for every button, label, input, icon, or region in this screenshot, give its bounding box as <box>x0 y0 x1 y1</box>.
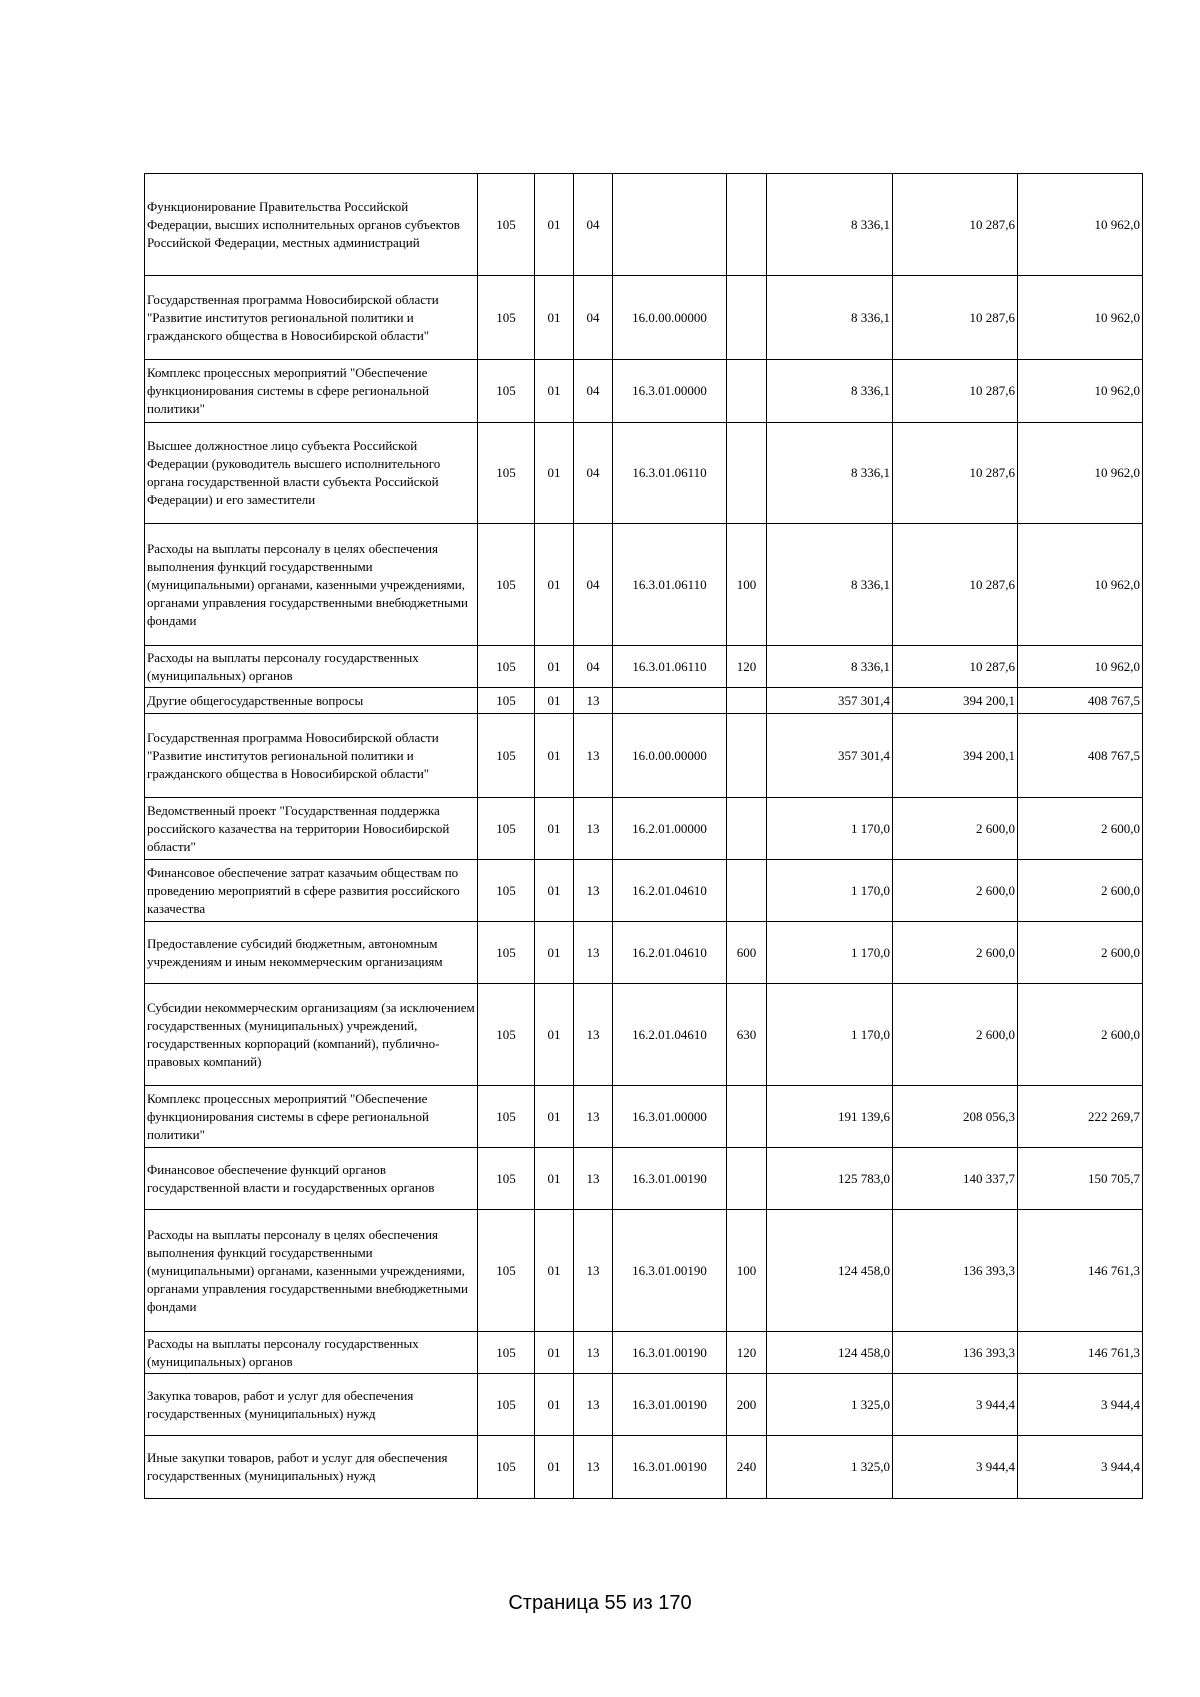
subsection-code: 13 <box>574 1332 613 1374</box>
ved-code: 105 <box>478 922 535 984</box>
amount-year-2: 2 600,0 <box>893 922 1018 984</box>
table-row <box>145 524 1143 646</box>
amount-year-3: 2 600,0 <box>1018 922 1143 984</box>
subsection-code: 13 <box>574 984 613 1086</box>
amount-year-2: 394 200,1 <box>893 688 1018 714</box>
table-row <box>145 1210 1143 1332</box>
ved-code: 105 <box>478 984 535 1086</box>
row-name: Субсидии некоммерческим организациям (за исключением государственных (муниципальных) учреждений, государственных корпораций (компаний), публично-правовых компаний) <box>145 984 478 1086</box>
amount-year-3: 10 962,0 <box>1018 524 1143 646</box>
table-row <box>145 360 1143 423</box>
expense-type-code <box>727 174 767 276</box>
target-article-code: 16.3.01.00190 <box>613 1148 727 1210</box>
section-code: 01 <box>535 798 574 860</box>
expense-type-code: 200 <box>727 1374 767 1436</box>
amount-year-3: 3 944,4 <box>1018 1374 1143 1436</box>
ved-code: 105 <box>478 860 535 922</box>
subsection-code: 13 <box>574 1210 613 1332</box>
ved-code: 105 <box>478 1148 535 1210</box>
subsection-code: 13 <box>574 1374 613 1436</box>
section-code: 01 <box>535 174 574 276</box>
amount-year-3: 10 962,0 <box>1018 174 1143 276</box>
table-body <box>145 174 1143 1499</box>
row-name: Комплекс процессных мероприятий "Обеспечение функционирования системы в сфере региональной политики" <box>145 1086 478 1148</box>
subsection-code: 04 <box>574 360 613 423</box>
section-code: 01 <box>535 646 574 688</box>
amount-year-2: 10 287,6 <box>893 423 1018 524</box>
subsection-code: 04 <box>574 524 613 646</box>
amount-year-3: 408 767,5 <box>1018 714 1143 798</box>
subsection-code: 13 <box>574 860 613 922</box>
expense-type-code <box>727 714 767 798</box>
amount-year-2: 136 393,3 <box>893 1210 1018 1332</box>
amount-year-1: 8 336,1 <box>767 276 893 360</box>
target-article-code: 16.3.01.00000 <box>613 1086 727 1148</box>
amount-year-1: 124 458,0 <box>767 1210 893 1332</box>
amount-year-1: 8 336,1 <box>767 646 893 688</box>
amount-year-2: 136 393,3 <box>893 1332 1018 1374</box>
target-article-code: 16.2.01.04610 <box>613 860 727 922</box>
row-name: Предоставление субсидий бюджетным, автономным учреждениям и иным некоммерческим организациям <box>145 922 478 984</box>
section-code: 01 <box>535 860 574 922</box>
amount-year-2: 140 337,7 <box>893 1148 1018 1210</box>
amount-year-1: 124 458,0 <box>767 1332 893 1374</box>
table-row <box>145 714 1143 798</box>
row-name: Иные закупки товаров, работ и услуг для обеспечения государственных (муниципальных) нужд <box>145 1436 478 1499</box>
ved-code: 105 <box>478 1374 535 1436</box>
amount-year-2: 208 056,3 <box>893 1086 1018 1148</box>
target-article-code: 16.3.01.00190 <box>613 1436 727 1499</box>
target-article-code: 16.3.01.06110 <box>613 524 727 646</box>
row-name: Финансовое обеспечение функций органов государственной власти и государственных органов <box>145 1148 478 1210</box>
amount-year-3: 2 600,0 <box>1018 860 1143 922</box>
ved-code: 105 <box>478 1210 535 1332</box>
subsection-code: 13 <box>574 688 613 714</box>
ved-code: 105 <box>478 646 535 688</box>
amount-year-3: 10 962,0 <box>1018 423 1143 524</box>
amount-year-1: 1 170,0 <box>767 798 893 860</box>
amount-year-1: 1 170,0 <box>767 922 893 984</box>
target-article-code: 16.0.00.00000 <box>613 276 727 360</box>
target-article-code: 16.2.01.04610 <box>613 922 727 984</box>
table-row <box>145 174 1143 276</box>
amount-year-3: 2 600,0 <box>1018 798 1143 860</box>
amount-year-3: 146 761,3 <box>1018 1332 1143 1374</box>
expense-type-code: 120 <box>727 1332 767 1374</box>
row-name: Ведомственный проект "Государственная поддержка российского казачества на территории Новосибирской области" <box>145 798 478 860</box>
target-article-code: 16.3.01.00000 <box>613 360 727 423</box>
amount-year-3: 3 944,4 <box>1018 1436 1143 1499</box>
budget-table <box>144 173 1143 1499</box>
table-row <box>145 922 1143 984</box>
expense-type-code: 600 <box>727 922 767 984</box>
table-row <box>145 688 1143 714</box>
target-article-code: 16.3.01.00190 <box>613 1332 727 1374</box>
target-article-code: 16.0.00.00000 <box>613 714 727 798</box>
table-row <box>145 646 1143 688</box>
section-code: 01 <box>535 276 574 360</box>
section-code: 01 <box>535 714 574 798</box>
ved-code: 105 <box>478 524 535 646</box>
amount-year-2: 10 287,6 <box>893 524 1018 646</box>
subsection-code: 13 <box>574 1436 613 1499</box>
amount-year-2: 2 600,0 <box>893 860 1018 922</box>
section-code: 01 <box>535 1148 574 1210</box>
amount-year-1: 8 336,1 <box>767 174 893 276</box>
amount-year-2: 2 600,0 <box>893 984 1018 1086</box>
target-article-code: 16.3.01.06110 <box>613 423 727 524</box>
ved-code: 105 <box>478 423 535 524</box>
row-name: Расходы на выплаты персоналу государственных (муниципальных) органов <box>145 646 478 688</box>
amount-year-1: 8 336,1 <box>767 524 893 646</box>
ved-code: 105 <box>478 798 535 860</box>
table-row <box>145 1436 1143 1499</box>
row-name: Расходы на выплаты персоналу в целях обеспечения выполнения функций государственными (муниципальными) органами, казенными учреждениями, органами управления государственными внебюджетными фондами <box>145 524 478 646</box>
amount-year-2: 3 944,4 <box>893 1374 1018 1436</box>
table-row <box>145 984 1143 1086</box>
section-code: 01 <box>535 1210 574 1332</box>
section-code: 01 <box>535 360 574 423</box>
target-article-code: 16.3.01.00190 <box>613 1374 727 1436</box>
subsection-code: 13 <box>574 1148 613 1210</box>
section-code: 01 <box>535 1086 574 1148</box>
expense-type-code: 100 <box>727 1210 767 1332</box>
amount-year-3: 150 705,7 <box>1018 1148 1143 1210</box>
row-name: Государственная программа Новосибирской области "Развитие институтов региональной политики и гражданского общества в Новосибирской области" <box>145 276 478 360</box>
subsection-code: 13 <box>574 714 613 798</box>
ved-code: 105 <box>478 688 535 714</box>
ved-code: 105 <box>478 1086 535 1148</box>
target-article-code: 16.2.01.00000 <box>613 798 727 860</box>
row-name: Функционирование Правительства Российской Федерации, высших исполнительных органов субъектов Российской Федерации, местных администраций <box>145 174 478 276</box>
expense-type-code <box>727 276 767 360</box>
subsection-code: 13 <box>574 922 613 984</box>
section-code: 01 <box>535 423 574 524</box>
target-article-code: 16.3.01.00190 <box>613 1210 727 1332</box>
amount-year-2: 10 287,6 <box>893 646 1018 688</box>
amount-year-1: 1 325,0 <box>767 1374 893 1436</box>
amount-year-1: 357 301,4 <box>767 688 893 714</box>
row-name: Государственная программа Новосибирской области "Развитие институтов региональной политики и гражданского общества в Новосибирской области" <box>145 714 478 798</box>
amount-year-1: 125 783,0 <box>767 1148 893 1210</box>
section-code: 01 <box>535 688 574 714</box>
amount-year-2: 10 287,6 <box>893 360 1018 423</box>
section-code: 01 <box>535 1332 574 1374</box>
amount-year-3: 10 962,0 <box>1018 360 1143 423</box>
amount-year-3: 10 962,0 <box>1018 276 1143 360</box>
subsection-code: 04 <box>574 646 613 688</box>
amount-year-1: 191 139,6 <box>767 1086 893 1148</box>
expense-type-code <box>727 1086 767 1148</box>
target-article-code: 16.2.01.04610 <box>613 984 727 1086</box>
ved-code: 105 <box>478 174 535 276</box>
amount-year-1: 1 325,0 <box>767 1436 893 1499</box>
amount-year-1: 357 301,4 <box>767 714 893 798</box>
target-article-code: 16.3.01.06110 <box>613 646 727 688</box>
amount-year-3: 408 767,5 <box>1018 688 1143 714</box>
expense-type-code <box>727 688 767 714</box>
table-row <box>145 798 1143 860</box>
table-row <box>145 1332 1143 1374</box>
row-name: Другие общегосударственные вопросы <box>145 688 478 714</box>
amount-year-2: 394 200,1 <box>893 714 1018 798</box>
amount-year-3: 2 600,0 <box>1018 984 1143 1086</box>
table-row <box>145 423 1143 524</box>
row-name: Финансовое обеспечение затрат казачьим обществам по проведению мероприятий в сфере развития российского казачества <box>145 860 478 922</box>
ved-code: 105 <box>478 276 535 360</box>
amount-year-2: 2 600,0 <box>893 798 1018 860</box>
amount-year-1: 1 170,0 <box>767 860 893 922</box>
expense-type-code: 100 <box>727 524 767 646</box>
page-number: Страница 55 из 170 <box>508 1592 692 1614</box>
table-row <box>145 276 1143 360</box>
target-article-code <box>613 688 727 714</box>
expense-type-code: 630 <box>727 984 767 1086</box>
amount-year-2: 3 944,4 <box>893 1436 1018 1499</box>
amount-year-1: 1 170,0 <box>767 984 893 1086</box>
expense-type-code: 120 <box>727 646 767 688</box>
expense-type-code <box>727 1148 767 1210</box>
row-name: Расходы на выплаты персоналу государственных (муниципальных) органов <box>145 1332 478 1374</box>
subsection-code: 04 <box>574 174 613 276</box>
ved-code: 105 <box>478 1436 535 1499</box>
amount-year-3: 146 761,3 <box>1018 1210 1143 1332</box>
section-code: 01 <box>535 524 574 646</box>
row-name: Комплекс процессных мероприятий "Обеспечение функционирования системы в сфере региональной политики" <box>145 360 478 423</box>
amount-year-3: 10 962,0 <box>1018 646 1143 688</box>
table-row <box>145 1374 1143 1436</box>
section-code: 01 <box>535 1374 574 1436</box>
expense-type-code <box>727 423 767 524</box>
expense-type-code: 240 <box>727 1436 767 1499</box>
ved-code: 105 <box>478 360 535 423</box>
subsection-code: 13 <box>574 798 613 860</box>
ved-code: 105 <box>478 1332 535 1374</box>
table-row <box>145 860 1143 922</box>
amount-year-3: 222 269,7 <box>1018 1086 1143 1148</box>
row-name: Расходы на выплаты персоналу в целях обеспечения выполнения функций государственными (муниципальными) органами, казенными учреждениями, органами управления государственными внебюджетными фондами <box>145 1210 478 1332</box>
amount-year-2: 10 287,6 <box>893 276 1018 360</box>
section-code: 01 <box>535 1436 574 1499</box>
table-row <box>145 1148 1143 1210</box>
section-code: 01 <box>535 922 574 984</box>
expense-type-code <box>727 360 767 423</box>
expense-type-code <box>727 860 767 922</box>
subsection-code: 04 <box>574 423 613 524</box>
row-name: Закупка товаров, работ и услуг для обеспечения государственных (муниципальных) нужд <box>145 1374 478 1436</box>
table-row <box>145 1086 1143 1148</box>
subsection-code: 13 <box>574 1086 613 1148</box>
ved-code: 105 <box>478 714 535 798</box>
amount-year-1: 8 336,1 <box>767 360 893 423</box>
section-code: 01 <box>535 984 574 1086</box>
amount-year-1: 8 336,1 <box>767 423 893 524</box>
row-name: Высшее должностное лицо субъекта Российской Федерации (руководитель высшего исполнительного органа государственной власти субъекта Российской Федерации) и его заместители <box>145 423 478 524</box>
target-article-code <box>613 174 727 276</box>
subsection-code: 04 <box>574 276 613 360</box>
amount-year-2: 10 287,6 <box>893 174 1018 276</box>
expense-type-code <box>727 798 767 860</box>
